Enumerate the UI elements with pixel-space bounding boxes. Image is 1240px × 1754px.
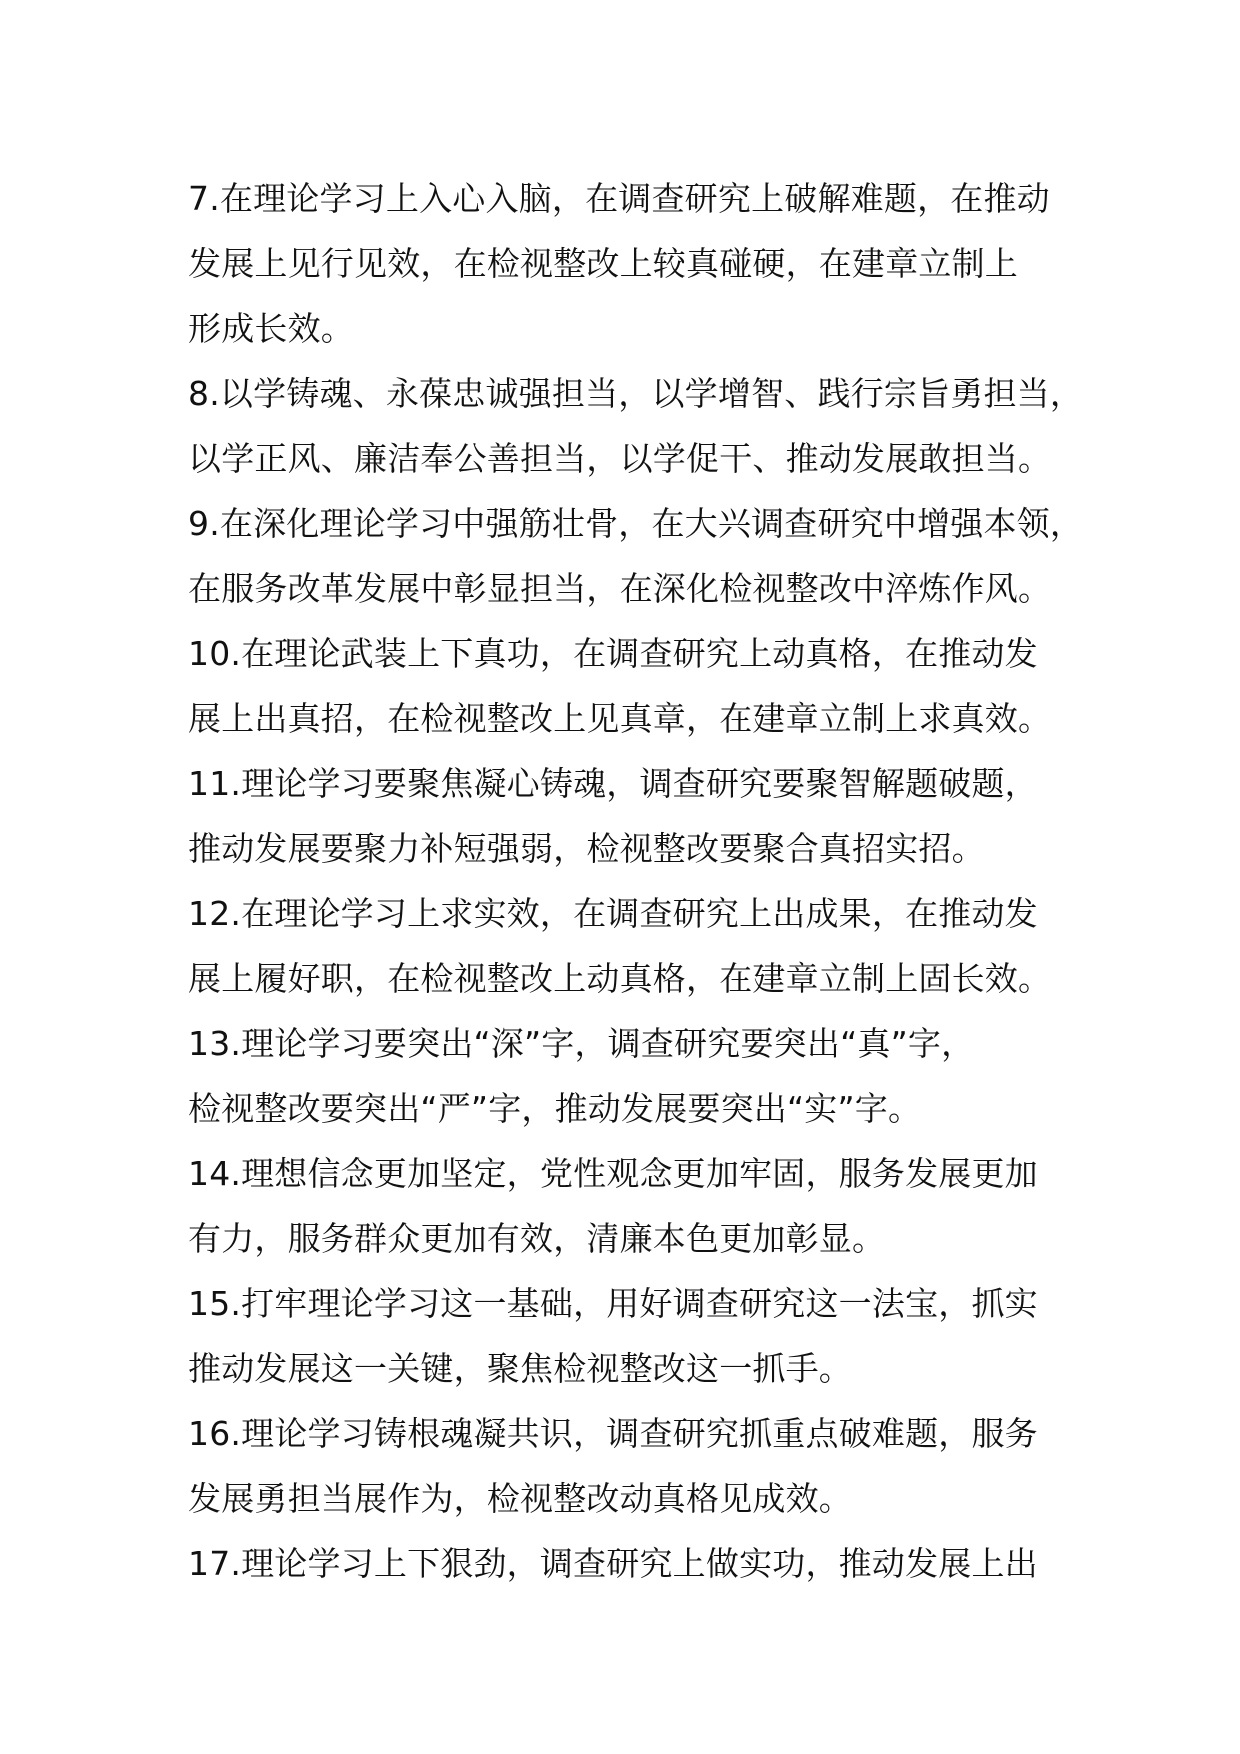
- text-line: 有力，服务群众更加有效，清廉本色更加彰显。: [188, 1219, 886, 1258]
- text-line: 推动发展要聚力补短强弱，检视整改要聚合真招实招。: [188, 829, 985, 868]
- text-line: 7.在理论学习上入心入脑，在调查研究上破解难题，在推动: [188, 179, 1050, 218]
- text-line: 11.理论学习要聚焦凝心铸魂，调查研究要聚智解题破题，: [188, 764, 1038, 803]
- text-line: 以学正风、廉洁奉公善担当，以学促干、推动发展敢担当。: [188, 439, 1052, 478]
- text-line: 形成长效。: [188, 309, 354, 348]
- text-line: 展上履好职，在检视整改上动真格，在建章立制上固长效。: [188, 959, 1052, 998]
- text-line: 检视整改要突出“严”字，推动发展要突出“实”字。: [188, 1089, 922, 1128]
- document-body: [188, 166, 1088, 1596]
- text-line: 15.打牢理论学习这一基础，用好调查研究这一法宝，抓实: [188, 1284, 1038, 1323]
- text-line: 发展勇担当展作为，检视整改动真格见成效。: [188, 1479, 852, 1518]
- text-line: 在服务改革发展中彰显担当，在深化检视整改中淬炼作风。: [188, 569, 1052, 608]
- text-line: 推动发展这一关键，聚焦检视整改这一抓手。: [188, 1349, 852, 1388]
- text-line: 12.在理论学习上求实效，在调查研究上出成果，在推动发: [188, 894, 1038, 933]
- text-line: 展上出真招，在检视整改上见真章，在建章立制上求真效。: [188, 699, 1052, 738]
- text-line: 14.理想信念更加坚定，党性观念更加牢固，服务发展更加: [188, 1154, 1038, 1193]
- text-line: 16.理论学习铸根魂凝共识，调查研究抓重点破难题，服务: [188, 1414, 1038, 1453]
- text-line: 8.以学铸魂、永葆忠诚强担当，以学增智、践行宗旨勇担当，: [188, 374, 1084, 413]
- text-line: 9.在深化理论学习中强筋壮骨，在大兴调查研究中增强本领，: [188, 504, 1084, 543]
- text-line: 17.理论学习上下狠劲，调查研究上做实功，推动发展上出: [188, 1544, 1038, 1583]
- text-line: 发展上见行见效，在检视整改上较真碰硬，在建章立制上: [188, 244, 1018, 283]
- text-line: 13.理论学习要突出“深”字，调查研究要突出“真”字，: [188, 1024, 975, 1063]
- text-line: 10.在理论武装上下真功，在调查研究上动真格，在推动发: [188, 634, 1038, 673]
